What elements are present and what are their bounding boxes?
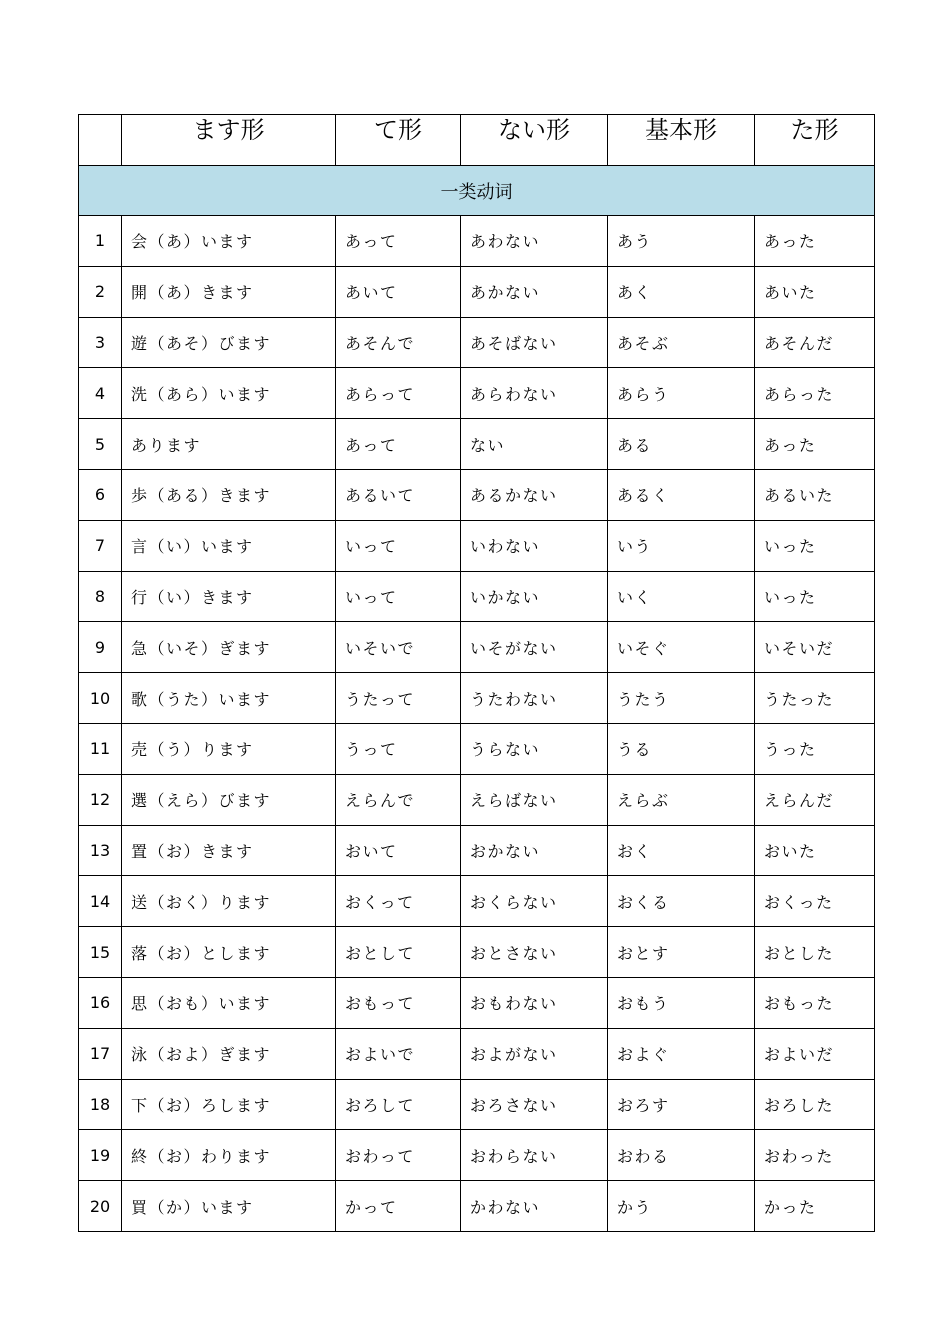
te-form-cell: おいて [336,825,461,876]
masu-form-cell: あります [122,419,336,470]
dictionary-form-cell: あるく [608,469,755,520]
nai-form-cell: いそがない [461,622,608,673]
dictionary-form-cell: おわる [608,1130,755,1181]
dictionary-form-cell: いう [608,520,755,571]
ta-form-cell: かった [755,1181,875,1232]
row-number: 14 [79,876,122,927]
dictionary-form-cell: あらう [608,368,755,419]
masu-form-cell: 置（お）きます [122,825,336,876]
dictionary-form-cell: かう [608,1181,755,1232]
dictionary-form-cell: いく [608,571,755,622]
header-dictionary-form: 基本形 [608,115,755,166]
masu-form-cell: 売（う）ります [122,723,336,774]
row-number: 5 [79,419,122,470]
ta-form-cell: おとした [755,927,875,978]
table-row [79,216,875,267]
ta-form-cell: あらった [755,368,875,419]
table-body [79,166,875,1232]
te-form-cell: うって [336,723,461,774]
masu-form-cell: 行（い）きます [122,571,336,622]
te-form-cell: あいて [336,266,461,317]
ta-form-cell: うった [755,723,875,774]
te-form-cell: いって [336,571,461,622]
row-number: 2 [79,266,122,317]
ta-form-cell: あいた [755,266,875,317]
nai-form-cell: えらばない [461,774,608,825]
nai-form-cell: おとさない [461,927,608,978]
header-te-form: て形 [336,115,461,166]
row-number: 9 [79,622,122,673]
ta-form-cell: いった [755,571,875,622]
masu-form-cell: 歩（ある）きます [122,469,336,520]
nai-form-cell: ない [461,419,608,470]
te-form-cell: えらんで [336,774,461,825]
table-row [79,774,875,825]
masu-form-cell: 思（おも）います [122,977,336,1028]
masu-form-cell: 買（か）います [122,1181,336,1232]
masu-form-cell: 泳（およ）ぎます [122,1028,336,1079]
dictionary-form-cell: おとす [608,927,755,978]
ta-form-cell: あった [755,216,875,267]
row-number: 6 [79,469,122,520]
masu-form-cell: 会（あ）います [122,216,336,267]
dictionary-form-cell: うる [608,723,755,774]
ta-form-cell: あった [755,419,875,470]
table-row [79,520,875,571]
te-form-cell: おわって [336,1130,461,1181]
ta-form-cell: えらんだ [755,774,875,825]
dictionary-form-cell: おもう [608,977,755,1028]
row-number: 13 [79,825,122,876]
table-row [79,571,875,622]
masu-form-cell: 言（い）います [122,520,336,571]
te-form-cell: あそんで [336,317,461,368]
te-form-cell: おとして [336,927,461,978]
nai-form-cell: おくらない [461,876,608,927]
dictionary-form-cell: およぐ [608,1028,755,1079]
nai-form-cell: いかない [461,571,608,622]
table-row [79,419,875,470]
row-number: 12 [79,774,122,825]
dictionary-form-cell: おくる [608,876,755,927]
masu-form-cell: 歌（うた）います [122,673,336,724]
row-number: 15 [79,927,122,978]
row-number: 18 [79,1079,122,1130]
ta-form-cell: おいた [755,825,875,876]
nai-form-cell: あるかない [461,469,608,520]
masu-form-cell: 開（あ）きます [122,266,336,317]
row-number: 7 [79,520,122,571]
table-row [79,723,875,774]
ta-form-cell: あそんだ [755,317,875,368]
nai-form-cell: あそばない [461,317,608,368]
te-form-cell: うたって [336,673,461,724]
ta-form-cell: およいだ [755,1028,875,1079]
te-form-cell: おもって [336,977,461,1028]
table-row [79,1079,875,1130]
nai-form-cell: うらない [461,723,608,774]
dictionary-form-cell: あく [608,266,755,317]
row-number: 8 [79,571,122,622]
nai-form-cell: いわない [461,520,608,571]
nai-form-cell: およがない [461,1028,608,1079]
table-row [79,673,875,724]
ta-form-cell: おもった [755,977,875,1028]
nai-form-cell: おろさない [461,1079,608,1130]
te-form-cell: あらって [336,368,461,419]
dictionary-form-cell: ある [608,419,755,470]
te-form-cell: かって [336,1181,461,1232]
nai-form-cell: あかない [461,266,608,317]
verb-conjugation-table [78,114,875,1232]
nai-form-cell: あわない [461,216,608,267]
te-form-cell: あって [336,419,461,470]
dictionary-form-cell: あそぶ [608,317,755,368]
masu-form-cell: 送（おく）ります [122,876,336,927]
dictionary-form-cell: あう [608,216,755,267]
header-masu-form: ます形 [122,115,336,166]
document-page [78,114,874,1232]
te-form-cell: おくって [336,876,461,927]
table-row [79,1130,875,1181]
te-form-cell: いそいで [336,622,461,673]
table-row [79,317,875,368]
row-number: 11 [79,723,122,774]
header-number [79,115,122,166]
row-number: 4 [79,368,122,419]
table-row [79,876,875,927]
table-row [79,368,875,419]
nai-form-cell: あらわない [461,368,608,419]
nai-form-cell: おかない [461,825,608,876]
table-row [79,977,875,1028]
table-row [79,927,875,978]
ta-form-cell: おくった [755,876,875,927]
ta-form-cell: おろした [755,1079,875,1130]
row-number: 17 [79,1028,122,1079]
masu-form-cell: 急（いそ）ぎます [122,622,336,673]
te-form-cell: いって [336,520,461,571]
header-nai-form: ない形 [461,115,608,166]
table-row [79,1028,875,1079]
nai-form-cell: かわない [461,1181,608,1232]
ta-form-cell: うたった [755,673,875,724]
dictionary-form-cell: うたう [608,673,755,724]
table-row [79,1181,875,1232]
nai-form-cell: うたわない [461,673,608,724]
header-row [79,115,875,166]
table-row [79,469,875,520]
row-number: 19 [79,1130,122,1181]
table-row [79,825,875,876]
ta-form-cell: いった [755,520,875,571]
row-number: 3 [79,317,122,368]
dictionary-form-cell: おろす [608,1079,755,1130]
ta-form-cell: いそいだ [755,622,875,673]
masu-form-cell: 選（えら）びます [122,774,336,825]
header-ta-form: た形 [755,115,875,166]
dictionary-form-cell: いそぐ [608,622,755,673]
row-number: 1 [79,216,122,267]
nai-form-cell: おもわない [461,977,608,1028]
masu-form-cell: 終（お）わります [122,1130,336,1181]
te-form-cell: あるいて [336,469,461,520]
dictionary-form-cell: おく [608,825,755,876]
section-title: 一类动词 [79,166,875,216]
masu-form-cell: 落（お）とします [122,927,336,978]
te-form-cell: おろして [336,1079,461,1130]
table-row [79,266,875,317]
nai-form-cell: おわらない [461,1130,608,1181]
masu-form-cell: 遊（あそ）びます [122,317,336,368]
table-row [79,622,875,673]
te-form-cell: およいで [336,1028,461,1079]
masu-form-cell: 洗（あら）います [122,368,336,419]
ta-form-cell: おわった [755,1130,875,1181]
masu-form-cell: 下（お）ろします [122,1079,336,1130]
te-form-cell: あって [336,216,461,267]
section-row [79,166,875,216]
row-number: 16 [79,977,122,1028]
dictionary-form-cell: えらぶ [608,774,755,825]
ta-form-cell: あるいた [755,469,875,520]
row-number: 20 [79,1181,122,1232]
row-number: 10 [79,673,122,724]
